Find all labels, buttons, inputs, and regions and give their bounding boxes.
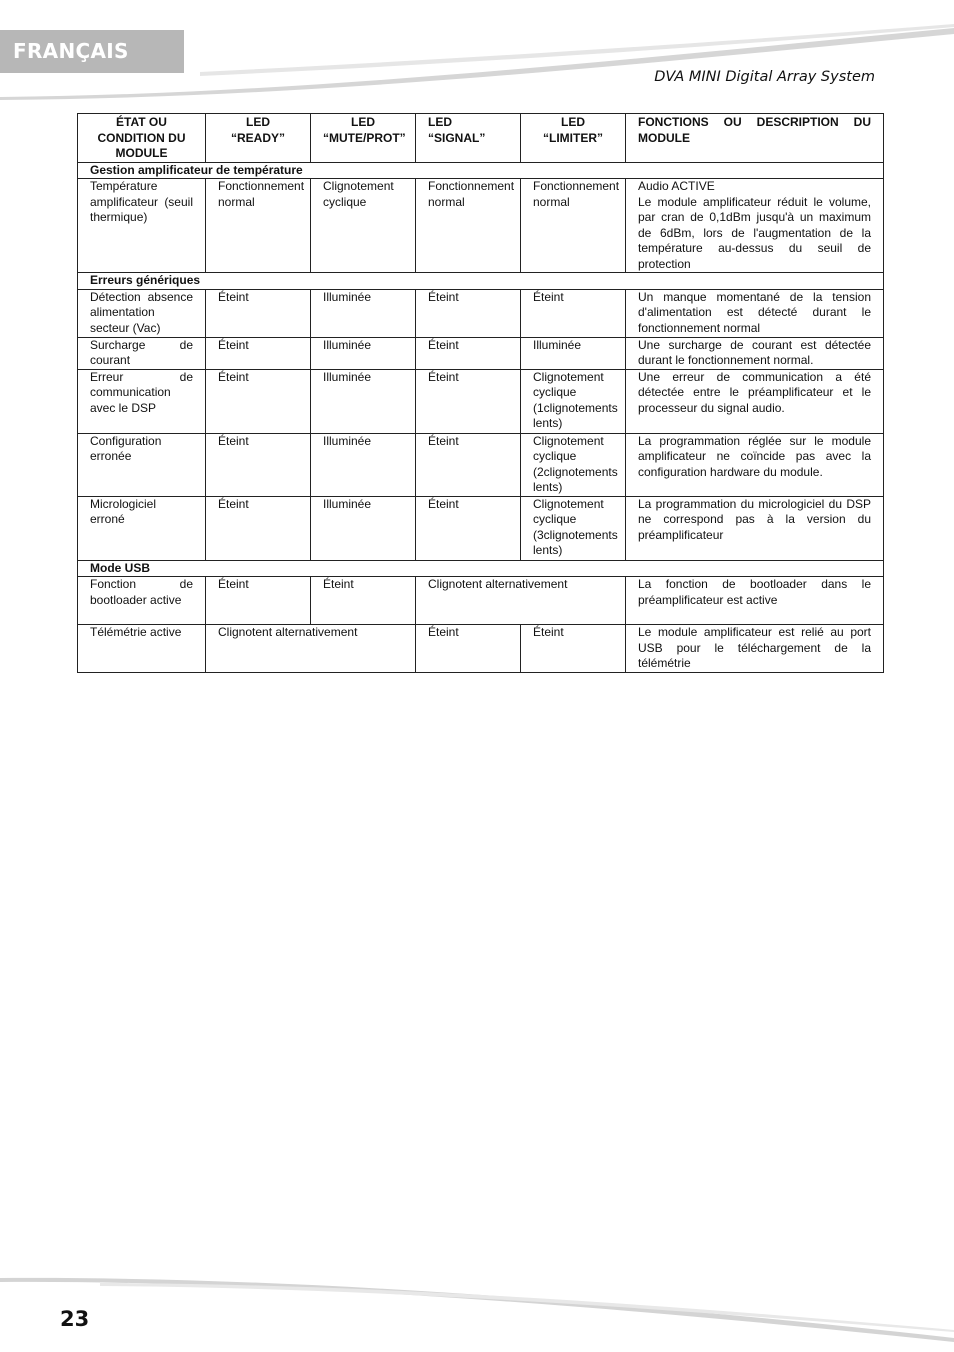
cell-limiter: Illuminée	[521, 337, 626, 369]
cell-description: Une surcharge de courant est détectée durant le fonctionnement normal.	[626, 337, 884, 369]
cell-ready: Fonctionnement normal	[206, 179, 311, 273]
cell-limiter: Éteint	[521, 625, 626, 673]
cell-mute: Illuminée	[311, 337, 416, 369]
cell-description: Un manque momentané de la tension d'alimentation est détecté durant le fonctionnement normal	[626, 289, 884, 337]
section-row	[78, 560, 884, 577]
table-row	[78, 289, 884, 337]
header-condition: ÉTAT OU CONDITION DU MODULE	[78, 114, 206, 163]
header-led-signal: LED “SIGNAL”	[416, 114, 521, 163]
cell-ready: Éteint	[206, 577, 311, 625]
cell-ready: Éteint	[206, 369, 311, 433]
cell-condition: Température amplificateur (seuil thermique)	[78, 179, 206, 273]
cell-condition: Configuration erronée	[78, 433, 206, 496]
cell-ready: Éteint	[206, 289, 311, 337]
cell-mute: Illuminée	[311, 289, 416, 337]
cell-mute: Illuminée	[311, 496, 416, 560]
cell-limiter: Éteint	[521, 289, 626, 337]
table-row	[78, 369, 884, 433]
header-led-limiter: LED “LIMITER”	[521, 114, 626, 163]
section-title: Gestion amplificateur de température	[78, 162, 884, 179]
cell-ready: Éteint	[206, 496, 311, 560]
table-row	[78, 337, 884, 369]
cell-condition: Fonction de bootloader active	[78, 577, 206, 625]
cell-description: La programmation réglée sur le module amplificateur ne coïncide pas avec la configuration hardware du module.	[626, 433, 884, 496]
description-title: Audio ACTIVE	[638, 179, 715, 193]
cell-signal: Éteint	[416, 289, 521, 337]
led-status-table	[77, 113, 884, 673]
cell-mute: Illuminée	[311, 433, 416, 496]
cell-condition: Micrologiciel erroné	[78, 496, 206, 560]
page-number: 23	[60, 1307, 90, 1331]
section-title: Mode USB	[78, 560, 884, 577]
footer-swoosh	[0, 1270, 954, 1350]
document-title: DVA MINI Digital Array System	[654, 69, 875, 85]
cell-signal: Éteint	[416, 369, 521, 433]
cell-description: La programmation du micrologiciel du DSP ne correspond pas à la version du préamplificateur	[626, 496, 884, 560]
cell-ready: Éteint	[206, 337, 311, 369]
table-header-row	[78, 114, 884, 163]
section-title: Erreurs génériques	[78, 273, 884, 290]
cell-mute: Clignotement cyclique	[311, 179, 416, 273]
section-row	[78, 273, 884, 290]
cell-condition: Erreur de communication avec le DSP	[78, 369, 206, 433]
cell-description: Le module amplificateur est relié au port USB pour le téléchargement de la télémétrie	[626, 625, 884, 673]
cell-limiter: Clignotement cyclique (3clignotements lents)	[521, 496, 626, 560]
cell-signal: Fonctionnement normal	[416, 179, 521, 273]
description-text: Le module amplificateur réduit le volume, par cran de 0,1dBm jusqu'à un maximum de 6dBm, lors de l'augmentation de la température au-dessus du seuil de protection	[638, 194, 871, 271]
table-row	[78, 496, 884, 560]
cell-description	[626, 179, 884, 273]
header-led-ready: LED “READY”	[206, 114, 311, 163]
cell-description: Une erreur de communication a été détectée entre le préamplificateur et le processeur du signal audio.	[626, 369, 884, 433]
cell-condition: Détection absence alimentation secteur (Vac)	[78, 289, 206, 337]
table-row	[78, 179, 884, 273]
cell-signal-limiter: Clignotent alternativement	[416, 577, 626, 625]
table-row	[78, 577, 884, 625]
cell-signal: Éteint	[416, 337, 521, 369]
cell-mute: Illuminée	[311, 369, 416, 433]
cell-limiter: Clignotement cyclique (2clignotements lents)	[521, 433, 626, 496]
language-tab: FRANÇAIS	[0, 30, 184, 73]
header-led-mute-prot: LED “MUTE/PROT”	[311, 114, 416, 163]
cell-signal: Éteint	[416, 625, 521, 673]
cell-ready-mute: Clignotent alternativement	[206, 625, 416, 673]
cell-description: La fonction de bootloader dans le préamplificateur est active	[626, 577, 884, 625]
cell-condition: Surcharge de courant	[78, 337, 206, 369]
cell-signal: Éteint	[416, 496, 521, 560]
cell-condition: Télémétrie active	[78, 625, 206, 673]
section-row	[78, 162, 884, 179]
cell-ready: Éteint	[206, 433, 311, 496]
cell-signal: Éteint	[416, 433, 521, 496]
cell-limiter: Clignotement cyclique (1clignotements lents)	[521, 369, 626, 433]
cell-limiter: Fonctionnement normal	[521, 179, 626, 273]
table-row	[78, 433, 884, 496]
table-row	[78, 625, 884, 673]
cell-mute: Éteint	[311, 577, 416, 625]
header-description: FONCTIONS OU DESCRIPTION DU MODULE	[626, 114, 884, 163]
